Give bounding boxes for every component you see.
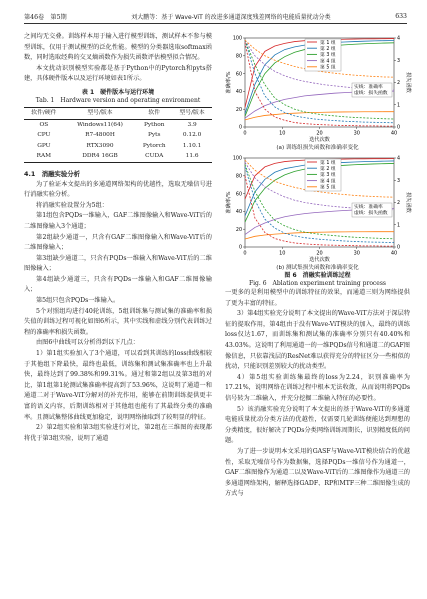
table-header-row xyxy=(24,107,212,119)
table-title-cn: 表 1 硬件版本与运行环境 xyxy=(81,88,155,96)
x-axis-label: 迭代次数 xyxy=(309,137,330,143)
left-column xyxy=(24,32,212,444)
table-header-cell: 型号/版本 xyxy=(87,109,113,116)
paragraph: 3）第4组实验充分说明了本文提出的Wave-ViT方法对于深层特征的提取作用，第4组由于没有Wave-ViT模块的加入，最终的训练loss仅达1.67，而训练集和测试集的准确率分别只有40.40%和43.03%。这说明了利用通道一的一维PQDs信号和通道二的GAF图像信息，只依靠浅层的ResNet难以获得充分的特征区分一些相似的扰动，只能识别差别较大的扰动类型。 xyxy=(225,310,410,371)
table-cell: Pyts xyxy=(147,132,161,139)
article-title-header: 刘大鹏等：基于 Wave-ViT 的改进多通道深度残差网络的电能质量扰动分类 xyxy=(131,14,331,21)
table-header-cell: 型号/版本 xyxy=(179,109,205,116)
paragraph: 一更多的是利用模型中的训练特征的效果，而通道三则为网络提供了更为丰富的特征。 xyxy=(225,289,410,307)
table-cell: 3.9 xyxy=(187,121,197,128)
table-cell: Python xyxy=(143,121,165,128)
y-tick-label: 60 xyxy=(235,192,242,198)
figure-caption-en: Fig. 6 Ablation experiment training process xyxy=(248,280,387,287)
y2-tick-label: 4 xyxy=(397,156,401,162)
x-tick-label: 0 xyxy=(243,250,247,257)
paragraph: 5）该消融实验充分说明了本文提出的基于Wave-ViT的多通道电能质量扰动分类方法的优越性，仅需要几轮训练便能达到理想的分类精度，很好解决了PQDs分类网络训练周期长，识别精度低的问题。 xyxy=(225,405,410,445)
paragraph: 本文扰动识别模型实验都是基于Python中的Pytorch和pyts搭建，具体硬件版本以及运行环境如表1所示。 xyxy=(24,64,212,83)
paragraph: 4）第5组实验训练集最终的loss为2.24，识别准确率为17.21%，说明网络在训练过程中根本无法收敛，从而说明将PQDs信号转为二维输入，并充分挖掘二维输入特征的必要性。 xyxy=(225,373,410,402)
accuracy-series-line xyxy=(245,232,394,239)
table-cell: 0.12.0 xyxy=(182,132,202,139)
paragraph: 为了验证本文提出的多通道网络架构的优越性，选取无噪信号进行消融实验分析。 xyxy=(24,180,212,199)
hardware-table xyxy=(24,107,212,163)
subcaption-b: (b) 测试集损失函数和准确率变化 xyxy=(276,265,359,271)
x-tick-label: 20 xyxy=(316,130,323,137)
x-axis-label: 迭代次数 xyxy=(309,257,330,263)
accuracy-series-line xyxy=(245,112,394,120)
page-number: 633 xyxy=(395,13,407,20)
note-solid: 实线：准确率 xyxy=(354,85,383,90)
table-caption xyxy=(24,89,212,105)
paragraph: 第5组只包含PQDs一维输入。 xyxy=(36,297,120,305)
y2-axis-label: 损失函数 xyxy=(405,192,411,213)
legend-label: 第 1 组 xyxy=(320,40,336,46)
table-row xyxy=(24,141,212,152)
y2-tick-label: 2 xyxy=(397,81,401,87)
chart-train xyxy=(225,32,410,144)
x-tick-label: 30 xyxy=(353,130,360,137)
x-tick-label: 40 xyxy=(390,250,398,257)
table-row xyxy=(24,119,212,130)
paragraph: 将消融实验设置分为5组： xyxy=(36,201,108,209)
paragraph: 第2组缺少通道一，只含有GAF二维图像输入和Wave-ViT后的二维图像输入； xyxy=(24,233,212,252)
x-tick-label: 0 xyxy=(243,130,247,137)
table-cell: GPU xyxy=(37,142,51,149)
y-tick-label: 40 xyxy=(235,210,242,216)
y2-tick-label: 0 xyxy=(397,125,401,131)
y2-tick-label: 4 xyxy=(397,36,401,42)
y2-axis-label: 损失函数 xyxy=(405,72,411,93)
y2-tick-label: 1 xyxy=(397,223,401,229)
table-cell: Windows11(64) xyxy=(77,121,123,128)
y-tick-label: 40 xyxy=(235,90,242,96)
x-tick-label: 40 xyxy=(390,130,398,137)
table-cell: CPU xyxy=(37,132,51,139)
paragraph: 由图6中曲线可以分析得到以下几点： xyxy=(36,339,139,347)
y-tick-label: 60 xyxy=(235,72,242,78)
y-axis-label: 准确率/% xyxy=(226,71,232,94)
x-tick-label: 30 xyxy=(353,250,360,257)
y-tick-label: 100 xyxy=(232,156,242,162)
table-header-cell: 软件 xyxy=(148,109,161,116)
paragraph: 2）第2组实验和第3组实验进行对比，第2组在三维图的表现都将优于第3组实验，说明了通道 xyxy=(24,424,212,442)
y-axis-label: 准确率/% xyxy=(226,191,232,214)
paragraph: 5个对照组均进行40轮训练，5组训练集与测试集的准确率和损失值的训练过程可视化如图6所示，其中实线和虚线分别代表训练过程的准确率和损失函数。 xyxy=(24,307,212,336)
figure-caption-cn: 图 6 消融实验训练过程 xyxy=(284,272,351,279)
table-cell: 11.6 xyxy=(185,153,199,160)
y-tick-label: 0 xyxy=(238,125,242,131)
y2-tick-label: 2 xyxy=(397,201,401,207)
note-dashed: 虚线：损失函数 xyxy=(354,91,388,96)
chart-test xyxy=(225,152,410,264)
legend-label: 第 4 组 xyxy=(320,59,336,65)
legend-label: 第 2 组 xyxy=(320,47,336,52)
table-cell: OS xyxy=(39,121,49,128)
paragraph: 之间均无交叠。训练样本用于输入进行模型训练，测试样本不参与模型训练，仅用于测试模型的泛化性能。模型的分类器选取softmax函数，同时选取经典的交叉熵函数作为损失函数评估模型拟合情况。 xyxy=(24,33,212,62)
table-cell: 1.10.1 xyxy=(182,142,202,149)
note-solid: 实线：准确率 xyxy=(354,205,383,210)
table-cell: R7-4800H xyxy=(85,132,115,139)
legend-label: 第 5 组 xyxy=(320,65,336,71)
paragraph: 第1组包含PQDs一维输入，GAF二维图像输入和Wave-ViT后的二维图像输入3个通道； xyxy=(24,212,212,230)
table-cell: DDR4 16GB xyxy=(82,153,118,160)
paragraph: 1）第1组实验加入了3个通道，可以看到其训练的loss曲线相较于其他组下降最快，最终也最低，训练集和测试集准确率也上升最快，最终达到了99.38%和99.31%。通过和第2组以及第3组的对比，第1组第1轮测试集准确率提高到了53.96%，这说明了通道一和通道二对于Wave-ViT分解对的补充作用，能够在前期训练提供更丰富的语义内容，后期训练相对于其他组也能有了其最终分类的准确率。且测试集整体曲线更加稳定，说明网络抽取到了较明显的特征。 xyxy=(24,350,212,421)
journal-volume: 第46卷 第5期 xyxy=(24,14,67,21)
right-column xyxy=(225,32,410,500)
x-tick-label: 10 xyxy=(279,250,286,257)
y2-tick-label: 3 xyxy=(397,178,401,184)
paragraph: 第3组缺少通道二，只含有PQDs一维输入和Wave-ViT后的二维图像输入； xyxy=(24,254,212,273)
table-row xyxy=(24,151,212,162)
running-header xyxy=(24,10,407,24)
y-tick-label: 20 xyxy=(235,227,242,233)
figure-6 xyxy=(225,32,410,288)
table-cell: CUDA xyxy=(145,153,164,160)
y-tick-label: 80 xyxy=(235,174,242,180)
y-tick-label: 20 xyxy=(235,107,242,113)
y2-tick-label: 1 xyxy=(397,103,401,109)
figure-caption xyxy=(225,272,410,288)
y2-tick-label: 0 xyxy=(397,245,401,251)
table-cell: RTX3090 xyxy=(86,142,114,149)
note-dashed: 虚线：损失函数 xyxy=(354,211,388,216)
legend-label: 第 2 组 xyxy=(320,167,336,172)
paragraph: 第4组缺少通道三，只含有PQDs一维输入和GAF二维图像输入； xyxy=(24,275,212,294)
x-tick-label: 20 xyxy=(316,250,323,257)
legend-label: 第 1 组 xyxy=(320,160,336,166)
legend-label: 第 4 组 xyxy=(320,179,336,185)
legend-label: 第 5 组 xyxy=(320,185,336,191)
legend-label: 第 3 组 xyxy=(320,53,336,59)
legend-label: 第 3 组 xyxy=(320,173,336,179)
subcaption-a: (a) 训练组损失函数和准确率变化 xyxy=(276,145,359,151)
y-tick-label: 80 xyxy=(235,54,242,60)
y-tick-label: 100 xyxy=(232,36,242,42)
table-cell: Pytorch xyxy=(142,142,166,149)
table-cell: RAM xyxy=(36,153,52,160)
section-heading: 4.1 消融实验分析 xyxy=(24,169,81,178)
paragraph: 为了进一步说明本文采用的GASF与Wave-ViT模块结合的优越性，采取无噪信号作为数据集，选择PQDs一维信号作为通道一，GAF二维图像作为通道二以及Wave-ViT后的二维图像作为通道三的多通道网络架构，解释选择GADF、RP和MTF三种二维图像生成的方式与 xyxy=(225,447,410,498)
table-title-en: Tab. 1 Hardware version and operating environment xyxy=(35,96,201,104)
table-header-cell: 软件/硬件 xyxy=(31,109,57,116)
x-tick-label: 10 xyxy=(279,130,286,137)
table-row xyxy=(24,130,212,141)
y-tick-label: 0 xyxy=(238,245,242,251)
y2-tick-label: 3 xyxy=(397,58,401,64)
